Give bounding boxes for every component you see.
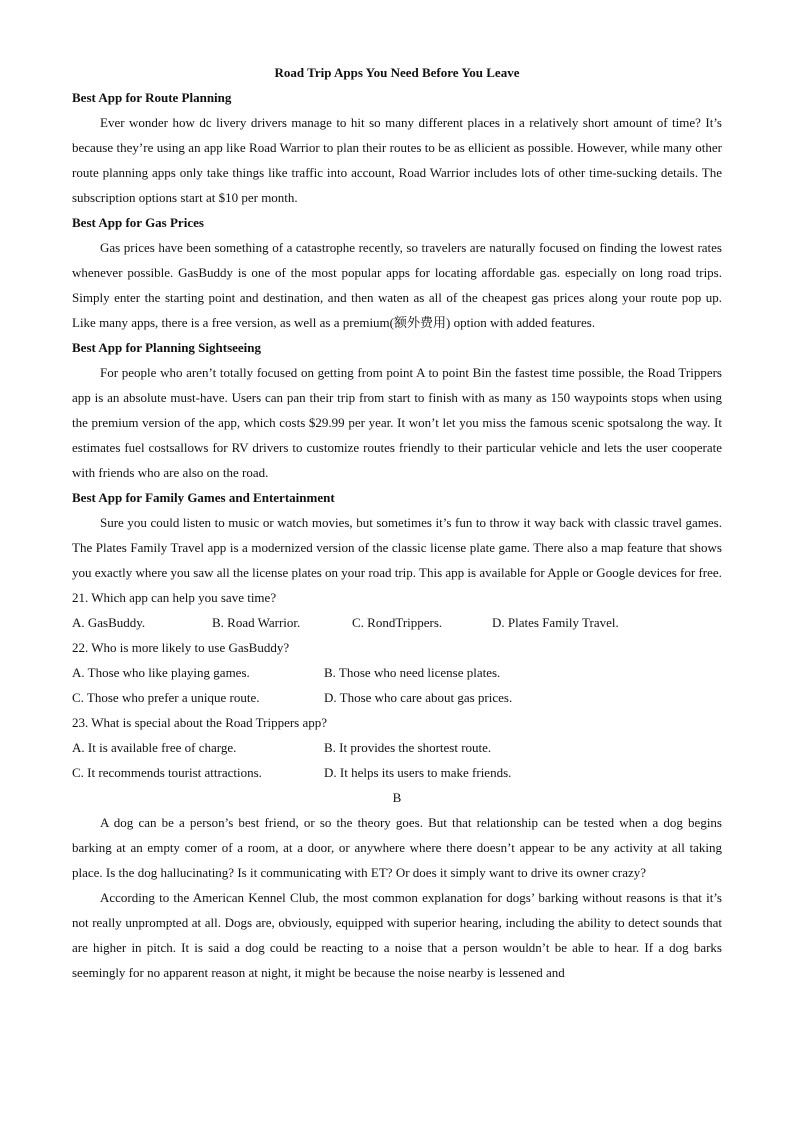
question-23-option-a: A. It is available free of charge. xyxy=(72,740,237,755)
section-paragraph-route-planning: Ever wonder how dc livery drivers manage to hit so many different places in a relatively short amount of time? It’s because they’re using an app like Road Warrior to plan their routes to be as ellicient as possible. However, while many other route planning apps only take things like traffic into account, Road Warrior includes lots of other time-sucking details. The subscription options start at $10 per month. xyxy=(72,115,722,205)
question-21-options xyxy=(72,610,722,635)
question-22-stem: 22. Who is more likely to use GasBuddy? xyxy=(72,640,290,655)
section-b-paragraph-1: A dog can be a person’s best friend, or so the theory goes. But that relationship can be tested when a dog begins barking at an empty comer of a room, at a door, or anywhere where there doesn’t appear to be any activity at all taking place. Is the dog hallucinating? Is it communicating with ET? Or does it simply want to drive its owner crazy? xyxy=(72,815,722,880)
question-21-option-a: A. GasBuddy. xyxy=(72,615,146,630)
question-22-option-a: A. Those who like playing games. xyxy=(72,665,250,680)
question-21-option-d: D. Plates Family Travel. xyxy=(492,615,619,630)
question-22-options-row-1 xyxy=(72,660,722,685)
section-heading-sightseeing: Best App for Planning Sightseeing xyxy=(72,340,262,355)
section-heading-route-planning: Best App for Route Planning xyxy=(72,90,232,105)
question-21-stem: 21. Which app can help you save time? xyxy=(72,590,277,605)
question-23-option-b: B. It provides the shortest route. xyxy=(324,740,492,755)
document-page xyxy=(72,60,722,985)
document-title: Road Trip Apps You Need Before You Leave xyxy=(274,65,520,80)
question-23-options-row-1 xyxy=(72,735,722,760)
question-22-option-b: B. Those who need license plates. xyxy=(324,665,501,680)
section-b-label: B xyxy=(392,790,402,805)
section-paragraph-sightseeing: For people who aren’t totally focused on getting from point A to point Bin the fastest time possible, the Road Trippers app is an absolute must-have. Users can pan their trip from start to finish with as many as 150 waypoints stops when using the premium version of the app, which costs $29.99 per year. It won’t let you miss the famous scenic spotsalong the way. It estimates fuel costsallows for RV drivers to customize routes friendly to their particular vehicle and lets the user cooperate with friends who are also on the road. xyxy=(72,365,722,480)
question-22-option-c: C. Those who prefer a unique route. xyxy=(72,690,260,705)
question-23-options-row-2 xyxy=(72,760,722,785)
question-21-option-c: C. RondTrippers. xyxy=(352,615,443,630)
question-22-option-d: D. Those who care about gas prices. xyxy=(324,690,513,705)
question-23-option-d: D. It helps its users to make friends. xyxy=(324,765,512,780)
section-paragraph-family-games: Sure you could listen to music or watch movies, but sometimes it’s fun to throw it way back with classic travel games. The Plates Family Travel app is a modernized version of the classic license plate game. There also a map feature that shows you exactly where you saw all the license plates on your road trip. This app is available for Apple or Google devices for free. xyxy=(72,515,722,580)
question-23-option-c: C. It recommends tourist attractions. xyxy=(72,765,262,780)
section-paragraph-gas-prices: Gas prices have been something of a catastrophe recently, so travelers are naturally focused on finding the lowest rates whenever possible. GasBuddy is one of the most popular apps for locating affordable gas. especially on long road trips. Simply enter the starting point and destination, and then waten as all of the cheapest gas prices along your route pop up. Like many apps, there is a free version, as well as a premium(额外费用) option with added features. xyxy=(72,240,722,330)
question-23-stem: 23. What is special about the Road Trippers app? xyxy=(72,715,328,730)
question-21-option-b: B. Road Warrior. xyxy=(212,615,301,630)
section-b-paragraph-2: According to the American Kennel Club, the most common explanation for dogs’ barking without reasons is that it’s not really unprompted at all. Dogs are, obviously, equipped with superior hearing, including the ability to detect sounds that are higher in pitch. It is said a dog could be reacting to a noise that a person wouldn’t be able to hear. If a dog barks seemingly for no apparent reason at night, it might be because the noise nearby is lessened and xyxy=(72,890,722,980)
section-heading-family-games: Best App for Family Games and Entertainment xyxy=(72,490,335,505)
section-heading-gas-prices: Best App for Gas Prices xyxy=(72,215,204,230)
question-22-options-row-2 xyxy=(72,685,722,710)
